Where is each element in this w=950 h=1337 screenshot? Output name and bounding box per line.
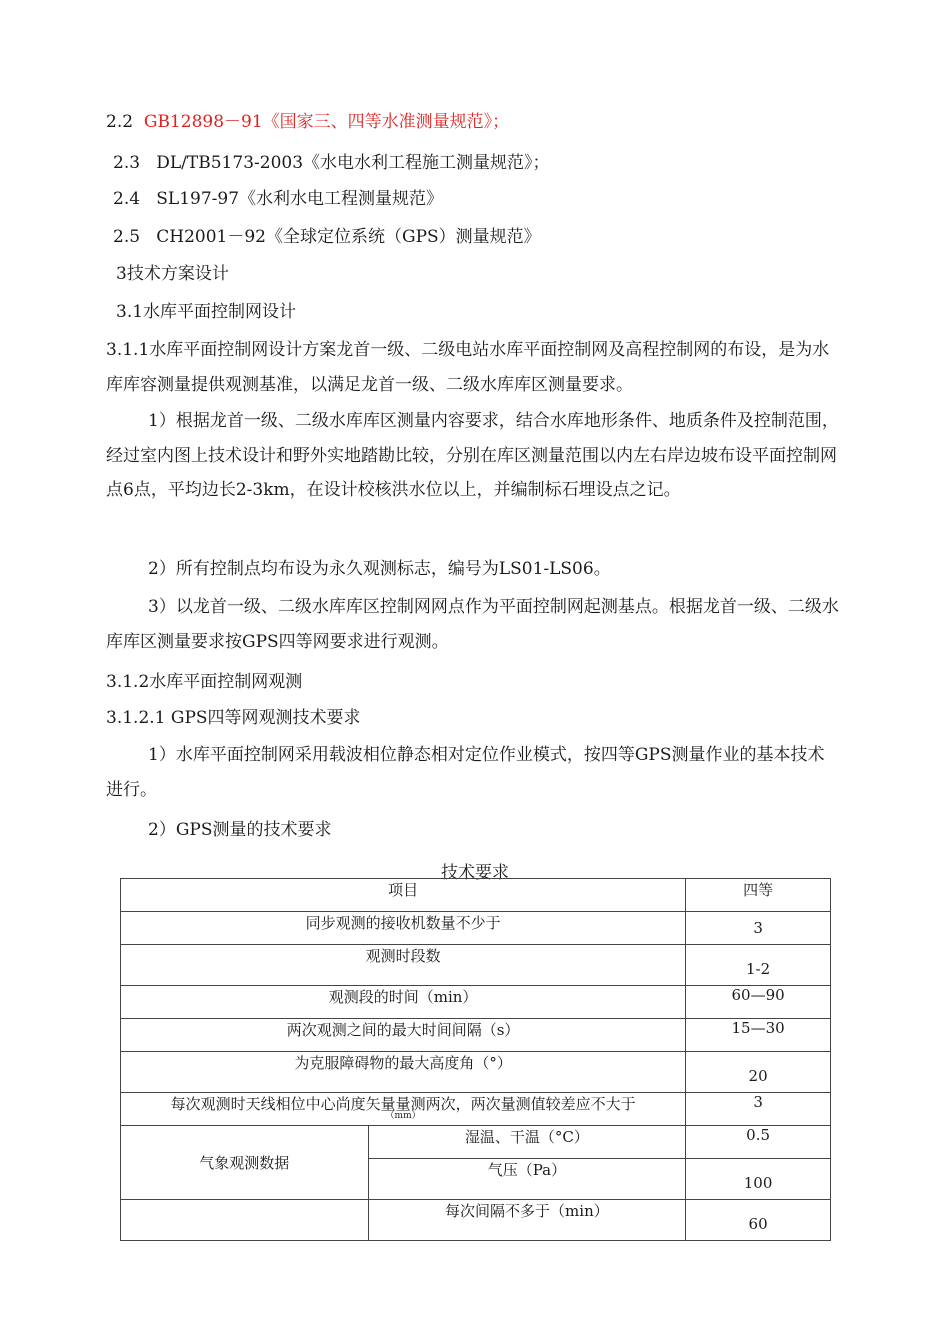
ref-number: 2.4 (113, 189, 141, 209)
row-value: 3 (686, 912, 831, 945)
table-row (121, 945, 831, 986)
row-item: 两次观测之间的最大时间间隔（s） (121, 1019, 686, 1052)
paragraph-item-1 (106, 404, 841, 508)
header-item: 项目 (121, 879, 686, 912)
row-item (121, 1093, 686, 1126)
ref-text: SL197-97《水利水电工程测量规范》 (156, 189, 444, 209)
ref-2-5 (113, 225, 541, 249)
row-item-text: 每次观测时天线相位中心尚度矢量量测两次，两次量测值较差应不大于 (170, 1095, 636, 1113)
row-value: 15—30 (686, 1019, 831, 1052)
paragraph-observation-mode (106, 738, 841, 807)
table-header-row (121, 879, 831, 912)
paragraph-item-3 (106, 590, 841, 659)
paragraph-3-1-1 (106, 333, 841, 402)
paragraph-text: 3）以龙首一级、二级水库库区控制网网点作为平面控制网起测基点。根据龙首一级、二级水库库区测量要求按GPS四等网要求进行观测。 (106, 597, 839, 652)
header-grade: 四等 (686, 879, 831, 912)
row-item: 观测段的时间（min） (121, 986, 686, 1019)
paragraph-text: 1）根据龙首一级、二级水库库区测量内容要求，结合水库地形条件、地质条件及控制范围，经过室内图上技术设计和野外实地踏勘比较，分别在库区测量范围以内左右岸边坡布设平面控制网点6点，平均边长2-3km，在设计校核洪水位以上，并编制标石埋设点之记。 (106, 411, 839, 500)
row-item: 同步观测的接收机数量不少于 (121, 912, 686, 945)
row-value: 1-2 (686, 945, 831, 986)
row-value: 3 (686, 1093, 831, 1126)
ref-text: CH2001－92《全球定位系统（GPS）测量规范》 (156, 227, 541, 247)
paragraph-item-2 (106, 552, 841, 587)
ref-text: DL/TB5173-2003《水电水利工程施工测量规范》； (156, 153, 550, 173)
row-item: 气压（Pa） (368, 1159, 686, 1200)
row-value: 60—90 (686, 986, 831, 1019)
table-caption: 技术要求 (441, 863, 509, 883)
empty-cell (121, 1200, 369, 1241)
heading-3-1-2: 3.1.2水库平面控制网观测 (106, 672, 303, 692)
paragraph-text: 2）所有控制点均布设为永久观测标志，编号为LS01-LS06。 (148, 559, 611, 579)
paragraph-text: 3.1.1水库平面控制网设计方案龙首一级、二级电站水库平面控制网及高程控制网的布设，是为水库库容测量提供观测基准，以满足龙首一级、二级水库库区测量要求。 (106, 340, 830, 395)
ref-number: 2.5 (113, 227, 141, 247)
row-value: 100 (686, 1159, 831, 1200)
ref-2-2 (106, 110, 509, 134)
row-item: 湿温、干温（°C） (368, 1126, 686, 1159)
heading-3-1: 3.1水库平面控制网设计 (116, 302, 297, 322)
heading-3-1-2-1: 3.1.2.1 GPS四等网观测技术要求 (106, 708, 361, 728)
table-row (121, 912, 831, 945)
row-value: 0.5 (686, 1126, 831, 1159)
heading-3: 3技术方案设计 (116, 264, 229, 284)
row-item: 为克服障碍物的最大高度角（°） (121, 1052, 686, 1093)
table-row (121, 1093, 831, 1126)
table-row (121, 1200, 831, 1241)
table-row (121, 986, 831, 1019)
technical-requirements-table (120, 878, 831, 1241)
row-value: 20 (686, 1052, 831, 1093)
row-value: 60 (686, 1200, 831, 1241)
row-item-unit: （mm） (385, 1111, 421, 1121)
ref-number: 2.3 (113, 153, 141, 173)
ref-2-3 (113, 151, 550, 175)
table-row (121, 1126, 831, 1159)
weather-label: 气象观测数据 (121, 1126, 369, 1200)
paragraph-gps-requirements: 2）GPS测量的技术要求 (148, 820, 332, 840)
ref-text: GB12898－91《国家三、四等水准测量规范》； (143, 112, 510, 132)
table-row (121, 1052, 831, 1093)
ref-number: 2.2 (106, 112, 134, 132)
ref-2-4 (113, 187, 443, 211)
table-row (121, 1019, 831, 1052)
row-item: 每次间隔不多于（min） (368, 1200, 686, 1241)
paragraph-text: 1）水库平面控制网采用载波相位静态相对定位作业模式，按四等GPS测量作业的基本技术进行。 (106, 745, 825, 800)
row-item: 观测时段数 (121, 945, 686, 986)
